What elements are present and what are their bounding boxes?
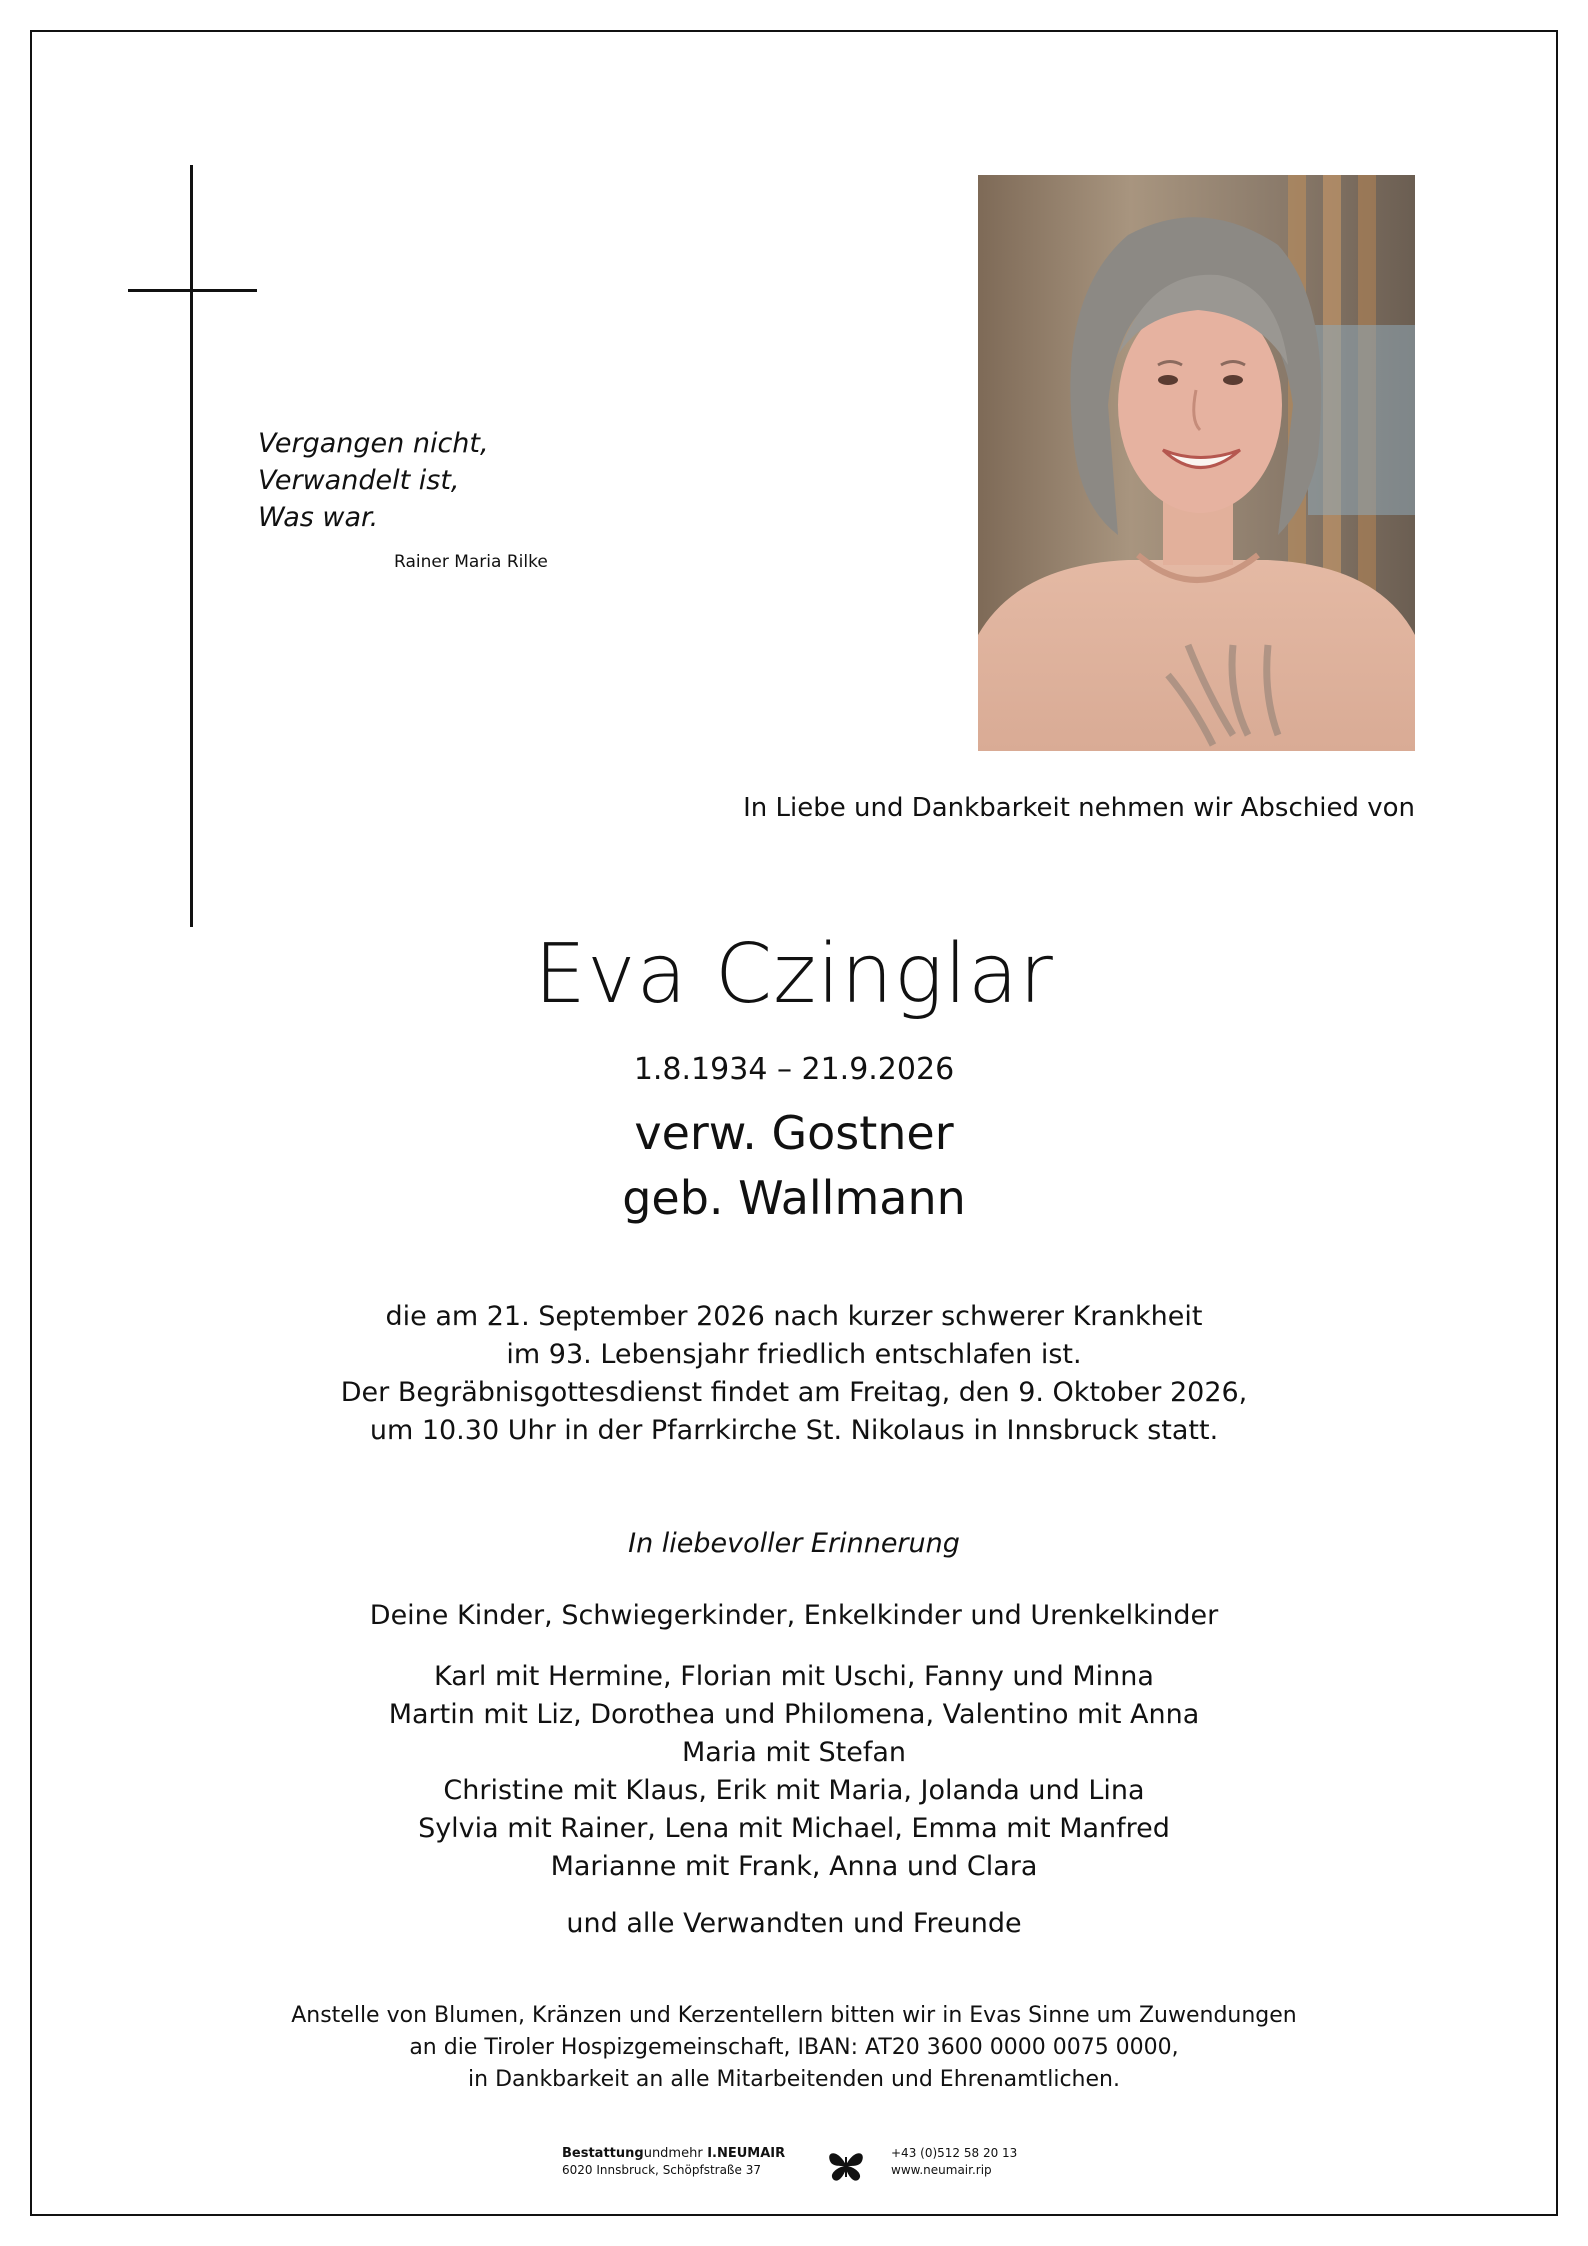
quote-line: Vergangen nicht, (258, 428, 489, 459)
cross-icon-horizontal (128, 289, 257, 292)
donation-note (0, 2000, 1588, 2096)
announcement-line: um 10.30 Uhr in der Pfarrkirche St. Nikolaus in Innsbruck statt. (369, 1415, 1219, 1446)
memory-heading: In liebevoller Erinnerung (628, 1528, 960, 1559)
family-line: Maria mit Stefan (681, 1737, 907, 1768)
brand-part: Bestattung (562, 2146, 644, 2161)
donation-line: in Dankbarkeit an alle Mitarbeitenden und Ehrenamtlichen. (468, 2067, 1120, 2092)
phone-number: +43 (0)512 58 20 13 (891, 2146, 1018, 2160)
announcement-line: Der Begräbnisgottesdienst findet am Freitag, den 9. Oktober 2026, (340, 1377, 1248, 1408)
donation-line: Anstelle von Blumen, Kränzen und Kerzentellern bitten wir in Evas Sinne um Zuwendungen (291, 2003, 1297, 2028)
widowed-name: verw. Gostner (634, 1106, 954, 1160)
children-line: Deine Kinder, Schwiegerkinder, Enkelkinder und Urenkelkinder (369, 1600, 1219, 1631)
life-dates: 1.8.1934 – 21.9.2026 (633, 1052, 955, 1087)
butterfly-icon (824, 2145, 868, 2185)
quote-line: Was war. (258, 502, 379, 533)
family-line: Christine mit Klaus, Erik mit Maria, Jolanda und Lina (443, 1775, 1145, 1806)
family-list (0, 1658, 1588, 1886)
announcement-line: im 93. Lebensjahr friedlich entschlafen ist. (506, 1339, 1082, 1370)
family-line: Sylvia mit Rainer, Lena mit Michael, Emma mit Manfred (418, 1813, 1170, 1844)
website-link[interactable]: www.neumair.rip (891, 2163, 992, 2177)
funeral-home-contact (891, 2145, 1017, 2179)
footer (0, 2145, 1588, 2185)
funeral-home-info (562, 2145, 785, 2179)
quote-author: Rainer Maria Rilke (394, 552, 548, 572)
cross-icon-vertical (190, 165, 193, 927)
funeral-home-address: 6020 Innsbruck, Schöpfstraße 37 (562, 2163, 761, 2177)
relatives-line: und alle Verwandten und Freunde (566, 1908, 1022, 1939)
announcement-line: die am 21. September 2026 nach kurzer schwerer Krankheit (385, 1301, 1203, 1332)
farewell-text: In Liebe und Dankbarkeit nehmen wir Abschied von (743, 793, 1415, 823)
donation-line: an die Tiroler Hospizgemeinschaft, IBAN: AT20 3600 0000 0075 0000, (409, 2035, 1179, 2060)
funeral-home-name (562, 2145, 785, 2162)
announcement-text (0, 1298, 1588, 1450)
portrait-photo (978, 175, 1415, 751)
birth-name: geb. Wallmann (622, 1171, 966, 1225)
family-line: Martin mit Liz, Dorothea und Philomena, Valentino mit Anna (388, 1699, 1200, 1730)
quote (258, 425, 489, 536)
family-line: Marianne mit Frank, Anna und Clara (550, 1851, 1038, 1882)
brand-part: I.NEUMAIR (702, 2146, 786, 2161)
brand-part: undmehr (643, 2146, 703, 2161)
family-line: Karl mit Hermine, Florian mit Uschi, Fanny und Minna (434, 1661, 1154, 1692)
quote-line: Verwandelt ist, (258, 465, 460, 496)
deceased-name: Eva Czinglar (534, 927, 1054, 1022)
